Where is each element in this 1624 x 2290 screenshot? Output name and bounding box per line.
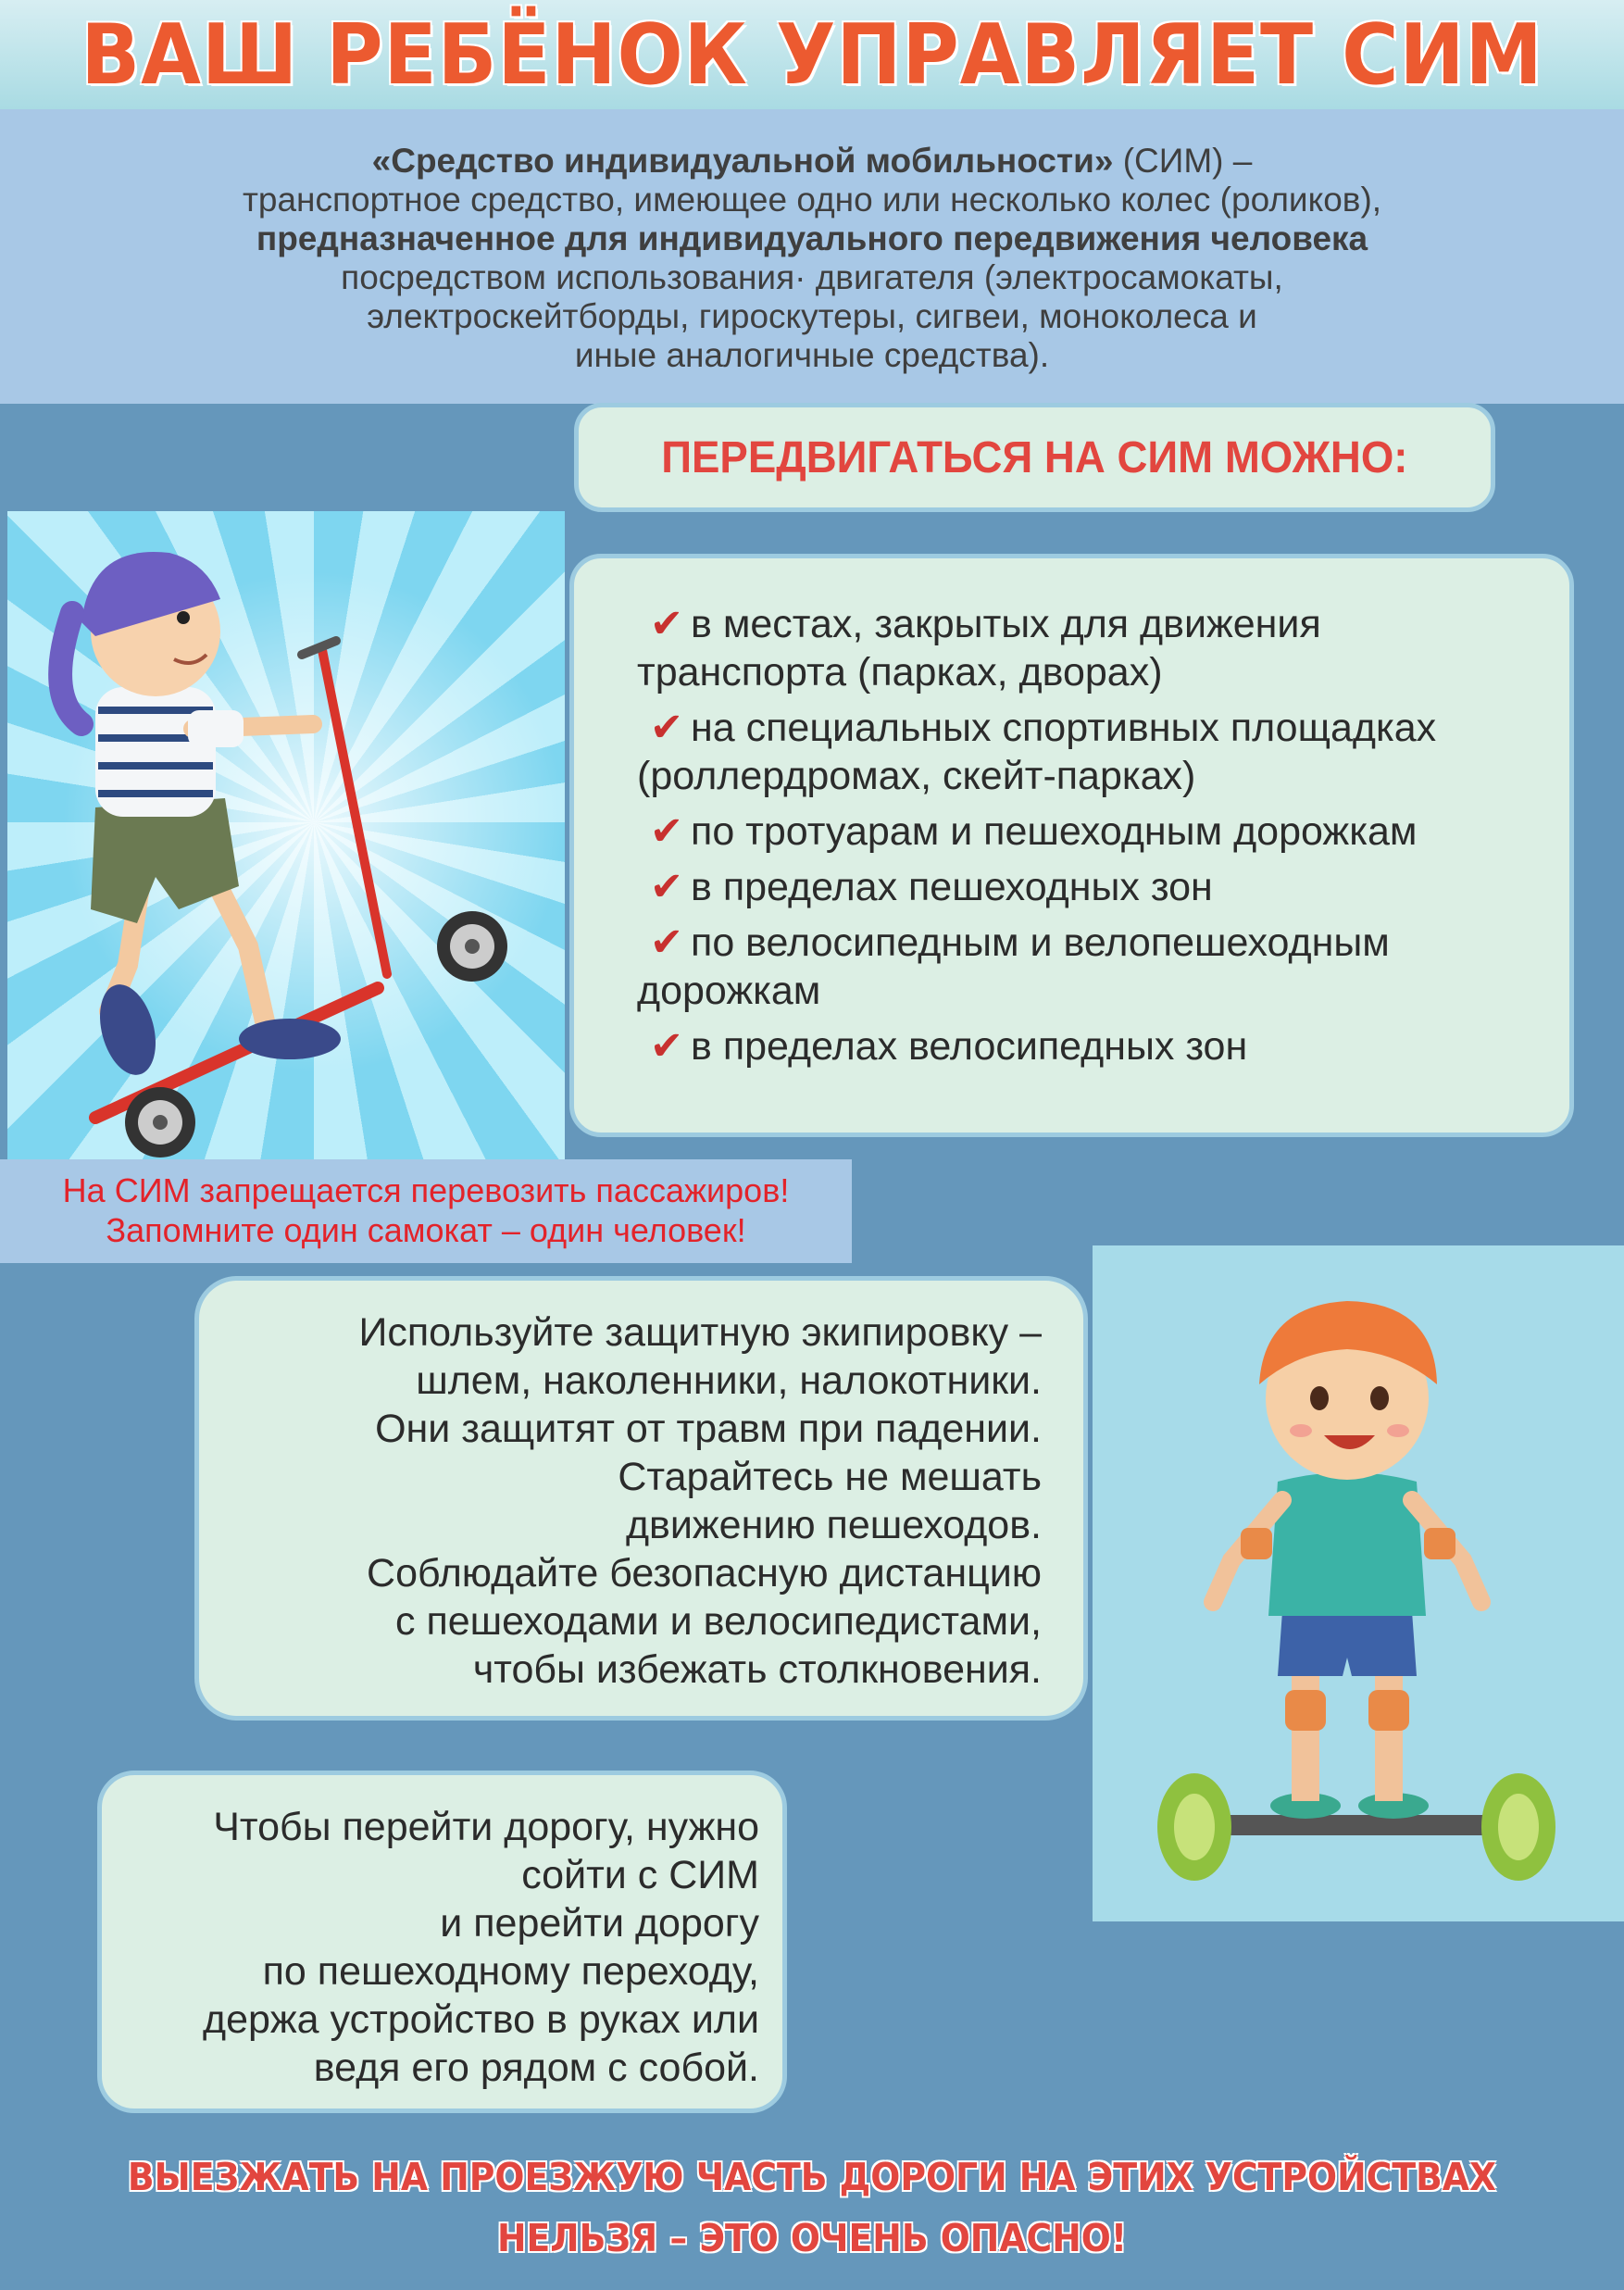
scooter-boy-illustration bbox=[7, 511, 565, 1159]
road-danger-line-1: ВЫЕЗЖАТЬ НА ПРОЕЗЖУЮ ЧАСТЬ ДОРОГИ НА ЭТИХ УСТРОЙСТВАХ bbox=[127, 2155, 1497, 2199]
definition-line-3 bbox=[0, 219, 1624, 258]
text-line: держа устройство в руках или bbox=[203, 1997, 759, 2042]
poster-title: ВАШ РЕБЁНОК УПРАВЛЯЕТ СИМ bbox=[81, 6, 1543, 104]
definition-box bbox=[0, 109, 1624, 404]
definition-line-4: посредством использования· двигателя (электросамокаты, bbox=[341, 258, 1283, 296]
hoverboard-boy-image bbox=[1093, 1245, 1624, 1921]
list-item: ✔ в пределах пешеходных зон bbox=[650, 865, 1213, 909]
text-line: Старайтесь не мешать bbox=[618, 1455, 1042, 1499]
allowed-places-list bbox=[569, 554, 1574, 1137]
checkmark-icon: ✔ bbox=[650, 602, 684, 646]
definition-line-2: транспортное средство, имеющее одно или несколько колес (роликов), bbox=[242, 181, 1382, 219]
passenger-warning-line-2: Запомните один самокат – один человек! bbox=[106, 1211, 746, 1249]
text-line: ведя его рядом с собой. bbox=[313, 2046, 759, 2090]
text-line: сойти с СИМ bbox=[521, 1853, 759, 1897]
road-danger-line-2: НЕЛЬЗЯ – ЭТО ОЧЕНЬ ОПАСНО! bbox=[496, 2216, 1128, 2260]
text-line: Используйте защитную экипировку – bbox=[358, 1310, 1042, 1355]
hoverboard-boy-illustration bbox=[1093, 1245, 1624, 1921]
text-line: чтобы избежать столкновения. bbox=[472, 1647, 1042, 1692]
definition-term: «Средство индивидуальной мобильности» bbox=[371, 142, 1114, 180]
list-item: ✔ в местах, закрытых для движения транспорта (парках, дворах) bbox=[637, 602, 1321, 695]
list-item: ✔ по велосипедным и велопешеходным дорожкам bbox=[637, 920, 1390, 1013]
definition-abbr: (СИМ) – bbox=[1113, 142, 1253, 180]
text-line: Чтобы перейти дорогу, нужно bbox=[213, 1805, 759, 1849]
text-line: Соблюдайте безопасную дистанцию bbox=[367, 1551, 1042, 1595]
checkmark-icon: ✔ bbox=[650, 1024, 684, 1069]
text-line: и перейти дорогу bbox=[440, 1901, 759, 1946]
checkmark-icon: ✔ bbox=[650, 865, 684, 909]
scooter-boy-image bbox=[7, 511, 565, 1159]
allowed-heading-box bbox=[574, 403, 1495, 512]
definition-line-6: иные аналогичные средства). bbox=[574, 336, 1050, 374]
definition-emphasis: предназначенное для индивидуального передвижения человека bbox=[256, 219, 1368, 257]
definition-line-1 bbox=[0, 142, 1624, 181]
list-item: ✔ на специальных спортивных площадках (роллердромах, скейт-парках) bbox=[637, 706, 1437, 798]
definition-line-5: электроскейтборды, гироскутеры, сигвеи, моноколеса и bbox=[367, 297, 1257, 335]
text-line: движению пешеходов. bbox=[625, 1503, 1042, 1547]
text-line: шлем, наколенники, налокотники. bbox=[416, 1358, 1042, 1403]
checkmark-icon: ✔ bbox=[650, 920, 684, 965]
crossing-rule-box bbox=[97, 1771, 787, 2113]
road-danger-warning bbox=[0, 2146, 1624, 2269]
text-line: Они защитят от травм при падении. bbox=[375, 1407, 1042, 1451]
list-item: ✔ в пределах велосипедных зон bbox=[650, 1024, 1248, 1069]
protective-gear-box bbox=[194, 1276, 1088, 1721]
passenger-warning bbox=[0, 1159, 852, 1263]
title-band bbox=[0, 0, 1624, 109]
text-line: с пешеходами и велосипедистами, bbox=[395, 1599, 1042, 1644]
text-line: по пешеходному переходу, bbox=[262, 1949, 759, 1994]
allowed-heading: ПЕРЕДВИГАТЬСЯ НА СИМ МОЖНО: bbox=[661, 432, 1408, 482]
passenger-warning-line-1: На СИМ запрещается перевозить пассажиров! bbox=[62, 1171, 790, 1209]
list-item: ✔ по тротуарам и пешеходным дорожкам bbox=[650, 809, 1418, 854]
checkmark-icon: ✔ bbox=[650, 809, 684, 854]
checkmark-icon: ✔ bbox=[650, 706, 684, 750]
